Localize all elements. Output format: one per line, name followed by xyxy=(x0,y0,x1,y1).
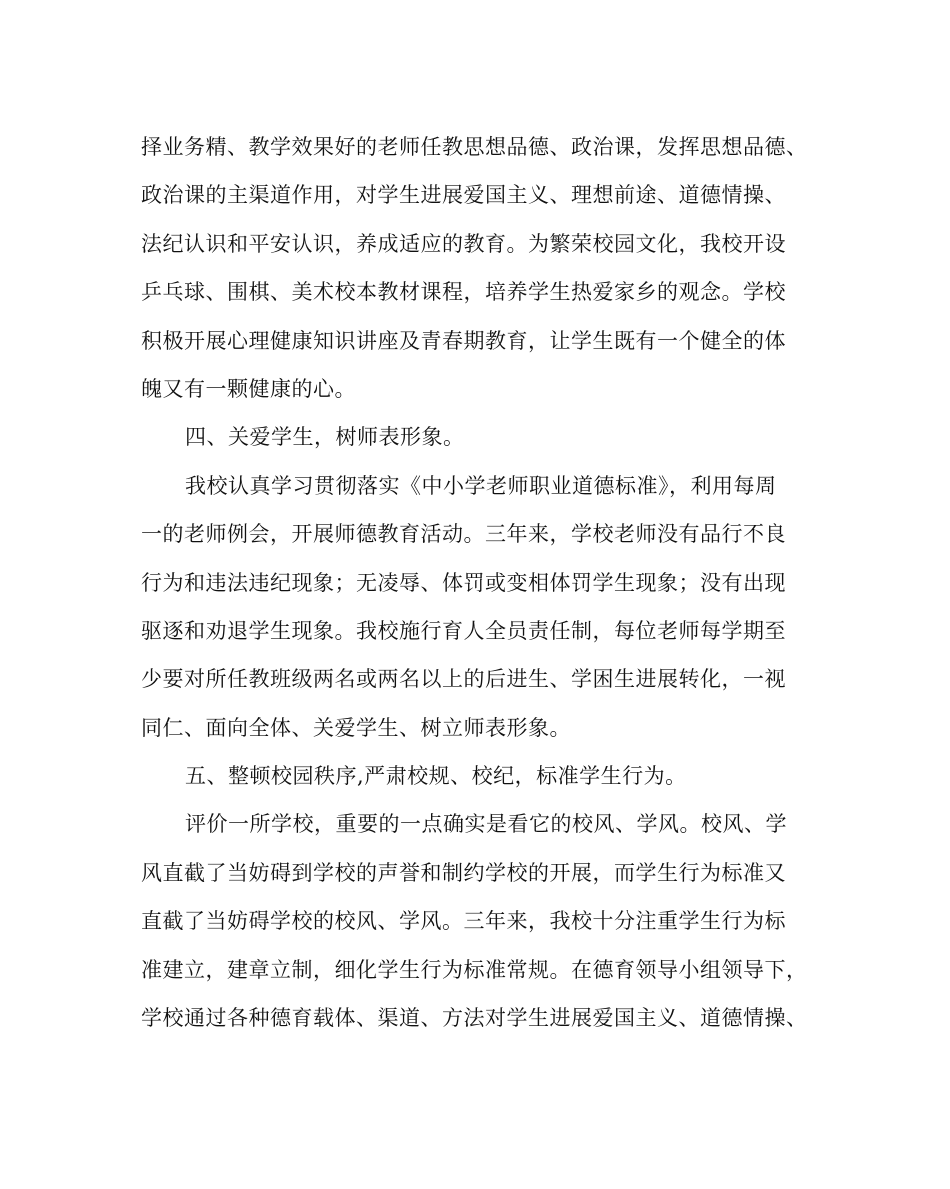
paragraph-line: 行为和违法违纪现象；无凌辱、体罚或变相体罚学生现象；没有出现 xyxy=(141,570,786,595)
section-heading: 五、整顿校园秩序,严肃校规、校纪，标准学生行为。 xyxy=(185,764,687,789)
paragraph-line: 一的老师例会，开展师德教育活动。三年来，学校老师没有品行不良 xyxy=(141,522,786,547)
paragraph-line: 准建立，建章立制，细化学生行为标准常规。在德育领导小组领导下， xyxy=(141,957,808,982)
paragraph-line: 直截了当妨碍学校的校风、学风。三年来，我校十分注重学生行为标 xyxy=(141,909,786,934)
paragraph-line: 同仁、面向全体、关爱学生、树立师表形象。 xyxy=(141,715,571,740)
paragraph-line: 我校认真学习贯彻落实《中小学老师职业道德标准》，利用每周 xyxy=(185,473,777,498)
paragraph-line: 评价一所学校，重要的一点确实是看它的校风、学风。校风、学 xyxy=(185,812,787,837)
paragraph-line: 择业务精、教学效果好的老师任教思想品德、政治课，发挥思想品德、 xyxy=(141,135,808,159)
paragraph-line: 法纪认识和平安认识，养成适应的教育。为繁荣校园文化，我校开设 xyxy=(141,231,786,256)
paragraph-line: 积极开展心理健康知识讲座及青春期教育，让学生既有一个健全的体 xyxy=(141,328,786,353)
paragraph-line: 学校通过各种德育载体、渠道、方法对学生进展爱国主义、道德情操、 xyxy=(141,1006,808,1031)
paragraph-line: 少要对所任教班级两名或两名以上的后进生、学困生进展转化，一视 xyxy=(141,667,786,692)
paragraph-line: 驱逐和劝退学生现象。我校施行育人全员责任制，每位老师每学期至 xyxy=(141,618,786,643)
paragraph-line: 政治课的主渠道作用，对学生进展爱国主义、理想前途、道德情操、 xyxy=(141,183,786,208)
paragraph-line: 魄又有一颗健康的心。 xyxy=(141,376,356,401)
paragraph-line: 风直截了当妨碍到学校的声誉和制约学校的开展，而学生行为标准又 xyxy=(141,860,786,885)
document-body xyxy=(141,123,821,1042)
paragraph-line: 乒乓球、围棋、美术校本教材课程，培养学生热爱家乡的观念。学校 xyxy=(141,280,786,305)
section-heading: 四、关爱学生，树师表形象。 xyxy=(185,425,465,450)
